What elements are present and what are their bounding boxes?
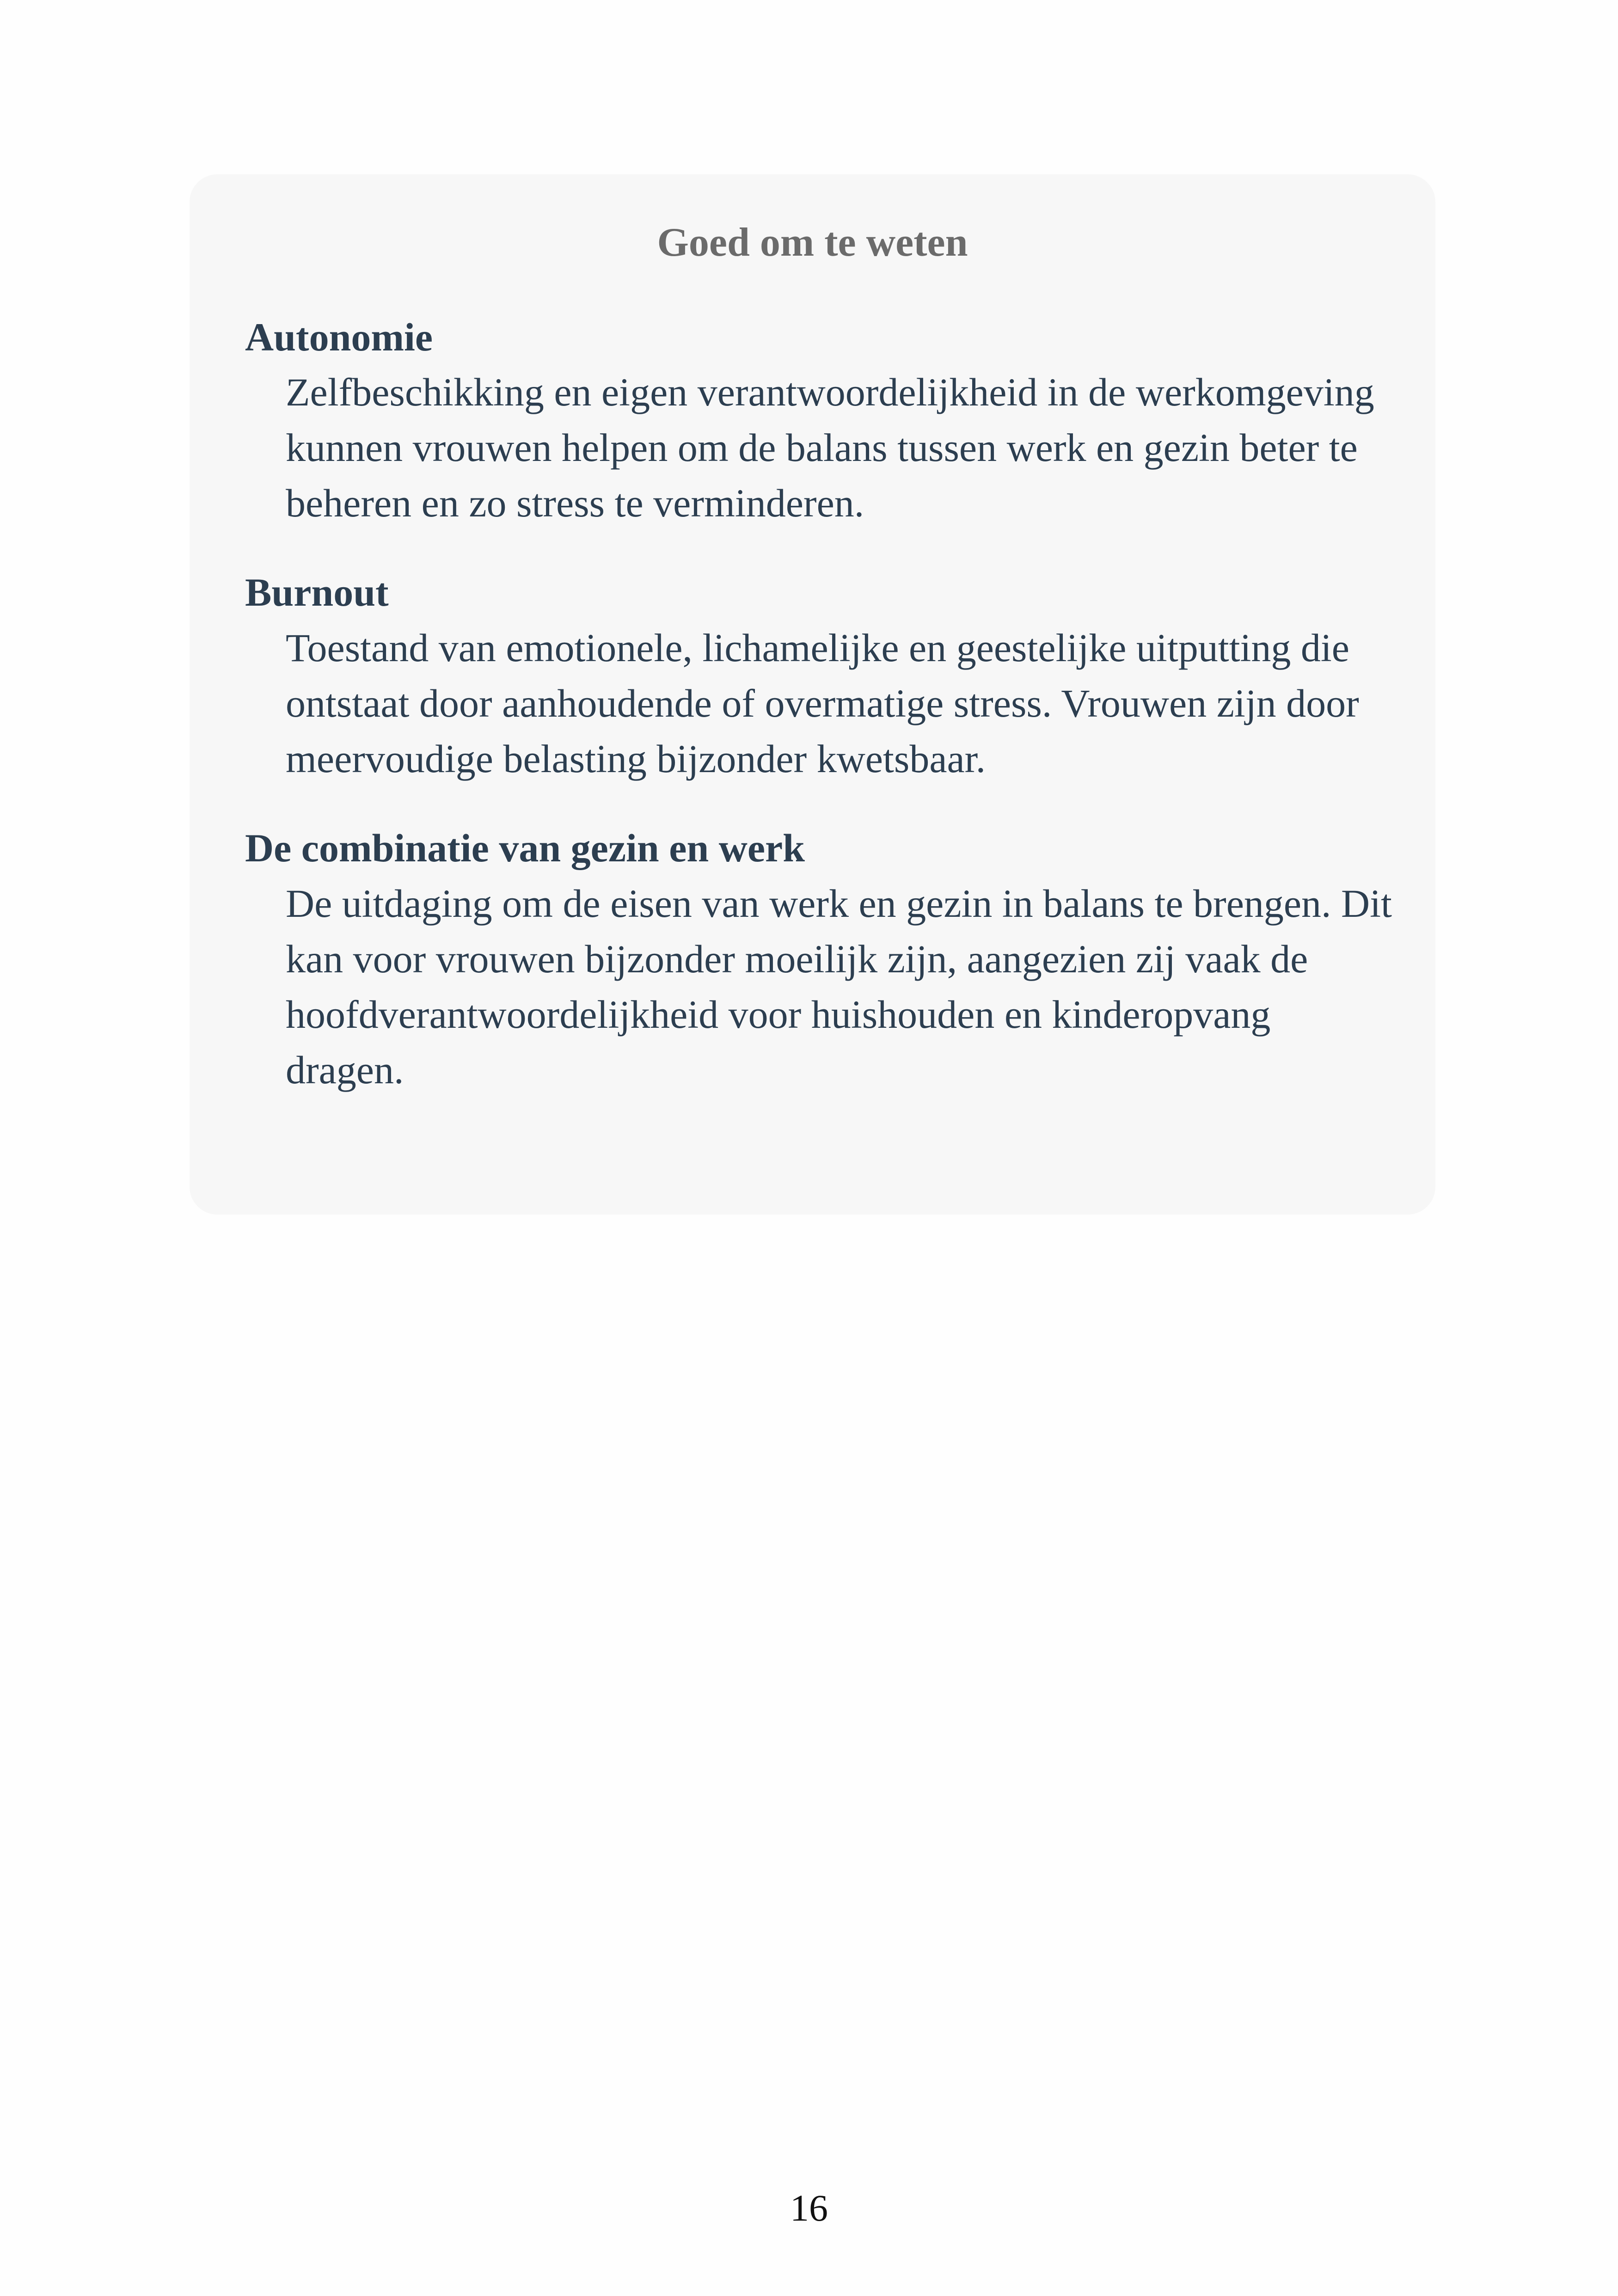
page-number: 16: [790, 2187, 828, 2229]
glossary-definition: Zelfbeschikking en eigen verantwoordelijkheid in de werkomgeving kunnen vrouwen helpen om de balans tussen werk en gezin beter te beheren en zo stress te verminderen.: [286, 370, 1374, 526]
glossary-term: De combinatie van gezin en werk: [245, 826, 805, 871]
box-title: Goed om te weten: [657, 220, 968, 265]
info-box: [190, 174, 1435, 1215]
glossary-entry-burnout: [245, 570, 1380, 786]
glossary-definition: De uitdaging om de eisen van werk en gezin in balans te brengen. Dit kan voor vrouwen bijzonder moeilijk zijn, aangezien zij vaak de hoofdverantwoordelijkheid voor huishouden en kinderopvang dragen.: [286, 881, 1392, 1093]
glossary-entry-autonomie: [245, 314, 1380, 531]
glossary-term: Burnout: [245, 570, 389, 615]
glossary-definition: Toestand van emotionele, lichamelijke en geestelijke uitputting die ontstaat door aanhoudende of overmatige stress. Vrouwen zijn door meervoudige belasting bijzonder kwetsbaar.: [286, 626, 1359, 781]
glossary-term: Autonomie: [245, 314, 433, 359]
glossary-entry-gezin-en-werk: [245, 825, 1392, 1098]
